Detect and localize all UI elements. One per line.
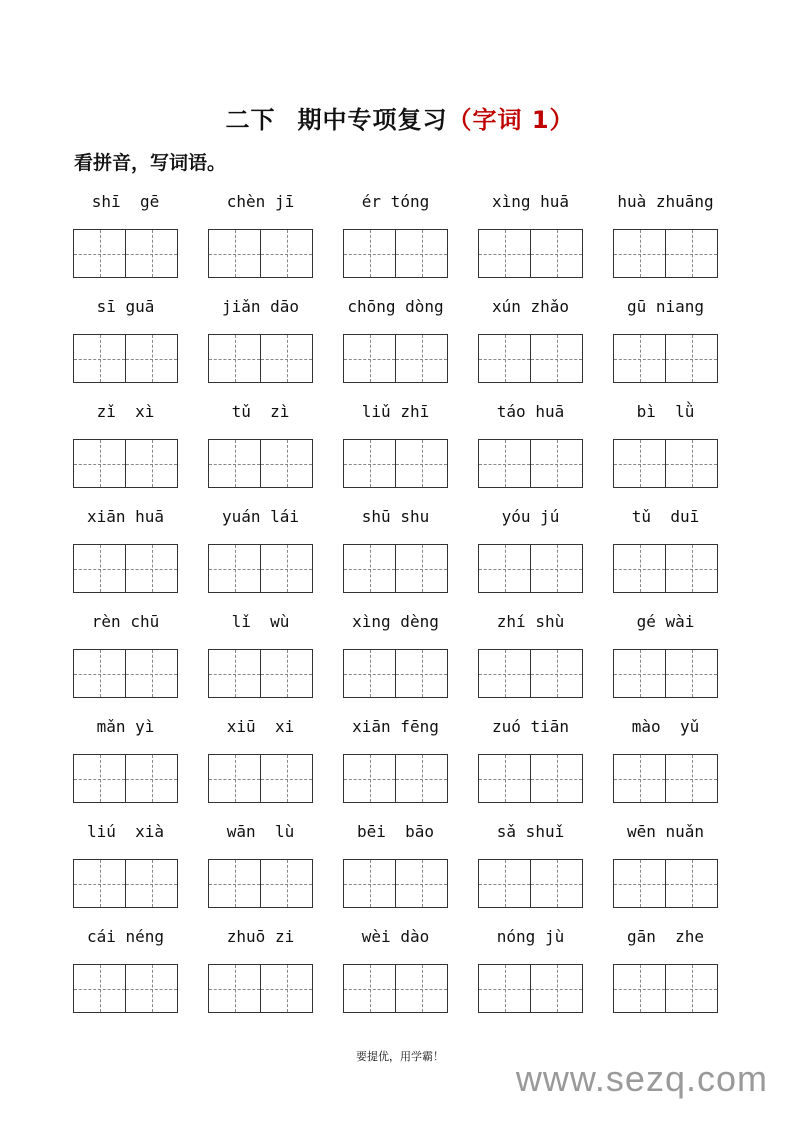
tian-zi-ge-box[interactable] — [613, 649, 666, 698]
pinyin-label: huà zhuāng — [617, 192, 714, 211]
pinyin-label: jiǎn dāo — [221, 297, 300, 316]
tian-zi-ge-box[interactable] — [478, 544, 531, 593]
pinyin-label: táo huā — [496, 402, 565, 421]
pinyin-label: xiān huā — [86, 507, 165, 526]
exercise-item — [73, 295, 178, 382]
pinyin-label: mào yǔ — [631, 717, 700, 736]
tian-zi-ge-box[interactable] — [261, 229, 313, 278]
tian-zi-ge-box[interactable] — [613, 859, 666, 908]
pinyin-label: shū shu — [361, 507, 430, 526]
writing-boxes — [73, 859, 178, 907]
page-title — [0, 100, 800, 135]
tian-zi-ge-box[interactable] — [126, 859, 178, 908]
pinyin-label: cái néng — [86, 927, 165, 946]
tian-zi-ge-box[interactable] — [261, 439, 313, 488]
tian-zi-ge-box[interactable] — [531, 229, 583, 278]
tian-zi-ge-box[interactable] — [396, 544, 448, 593]
exercise-grid — [73, 190, 718, 1012]
exercise-item — [208, 190, 313, 277]
writing-boxes — [478, 964, 583, 1012]
writing-boxes — [343, 964, 448, 1012]
pinyin-label: bì lǜ — [636, 402, 695, 421]
writing-boxes — [478, 229, 583, 277]
writing-boxes — [73, 754, 178, 802]
exercise-item — [478, 505, 583, 592]
writing-boxes — [478, 754, 583, 802]
tian-zi-ge-box[interactable] — [73, 229, 126, 278]
tian-zi-ge-box[interactable] — [531, 859, 583, 908]
writing-boxes — [73, 544, 178, 592]
writing-boxes — [73, 649, 178, 697]
writing-boxes — [208, 649, 313, 697]
pinyin-label: yóu jú — [501, 507, 560, 526]
tian-zi-ge-box[interactable] — [478, 649, 531, 698]
tian-zi-ge-box[interactable] — [73, 649, 126, 698]
tian-zi-ge-box[interactable] — [261, 334, 313, 383]
writing-boxes — [613, 439, 718, 487]
exercise-item — [478, 715, 583, 802]
tian-zi-ge-box[interactable] — [613, 754, 666, 803]
tian-zi-ge-box[interactable] — [396, 754, 448, 803]
exercise-item — [343, 295, 448, 382]
tian-zi-ge-box[interactable] — [666, 229, 718, 278]
tian-zi-ge-box[interactable] — [666, 439, 718, 488]
pinyin-label: sī guā — [96, 297, 155, 316]
exercise-item — [208, 610, 313, 697]
writing-boxes — [343, 649, 448, 697]
writing-boxes — [478, 334, 583, 382]
tian-zi-ge-box[interactable] — [531, 439, 583, 488]
exercise-item — [208, 295, 313, 382]
tian-zi-ge-box[interactable] — [396, 649, 448, 698]
writing-boxes — [343, 859, 448, 907]
title-grade: 二下 — [225, 106, 276, 134]
writing-boxes — [73, 964, 178, 1012]
writing-boxes — [478, 544, 583, 592]
pinyin-label: gān zhe — [626, 927, 705, 946]
tian-zi-ge-box[interactable] — [666, 859, 718, 908]
tian-zi-ge-box[interactable] — [208, 859, 261, 908]
exercise-item — [73, 610, 178, 697]
pinyin-label: rèn chū — [91, 612, 160, 631]
exercise-item — [478, 820, 583, 907]
tian-zi-ge-box[interactable] — [396, 859, 448, 908]
exercise-item — [613, 400, 718, 487]
writing-boxes — [73, 334, 178, 382]
tian-zi-ge-box[interactable] — [343, 334, 396, 383]
pinyin-label: mǎn yì — [96, 717, 155, 736]
tian-zi-ge-box[interactable] — [666, 649, 718, 698]
writing-boxes — [613, 964, 718, 1012]
tian-zi-ge-box[interactable] — [126, 229, 178, 278]
exercise-item — [478, 190, 583, 277]
pinyin-label: sǎ shuǐ — [496, 822, 565, 841]
tian-zi-ge-box[interactable] — [261, 649, 313, 698]
exercise-item — [613, 190, 718, 277]
pinyin-label: bēi bāo — [356, 822, 435, 841]
tian-zi-ge-box[interactable] — [343, 229, 396, 278]
tian-zi-ge-box[interactable] — [208, 649, 261, 698]
tian-zi-ge-box[interactable] — [396, 334, 448, 383]
tian-zi-ge-box[interactable] — [478, 334, 531, 383]
exercise-item — [73, 925, 178, 1012]
pinyin-label: chōng dòng — [347, 297, 444, 316]
writing-boxes — [73, 439, 178, 487]
pinyin-label: nóng jù — [496, 927, 565, 946]
tian-zi-ge-box[interactable] — [261, 964, 313, 1013]
tian-zi-ge-box[interactable] — [343, 544, 396, 593]
exercise-item — [343, 610, 448, 697]
tian-zi-ge-box[interactable] — [126, 964, 178, 1013]
tian-zi-ge-box[interactable] — [343, 859, 396, 908]
writing-boxes — [613, 334, 718, 382]
pinyin-label: zǐ xì — [96, 402, 155, 421]
tian-zi-ge-box[interactable] — [396, 439, 448, 488]
tian-zi-ge-box[interactable] — [531, 964, 583, 1013]
watermark: www.sezq.com — [515, 1058, 768, 1099]
exercise-item — [478, 400, 583, 487]
exercise-item — [478, 610, 583, 697]
writing-boxes — [343, 754, 448, 802]
pinyin-label: lǐ wù — [231, 612, 290, 631]
pinyin-label: liǔ zhī — [361, 402, 430, 421]
exercise-item — [343, 925, 448, 1012]
tian-zi-ge-box[interactable] — [261, 544, 313, 593]
writing-boxes — [613, 754, 718, 802]
writing-boxes — [343, 544, 448, 592]
tian-zi-ge-box[interactable] — [396, 964, 448, 1013]
tian-zi-ge-box[interactable] — [666, 544, 718, 593]
writing-boxes — [208, 544, 313, 592]
writing-boxes — [613, 859, 718, 907]
tian-zi-ge-box[interactable] — [208, 439, 261, 488]
pinyin-label: zhuō zi — [226, 927, 295, 946]
instruction-text: 看拼音，写词语。 — [74, 152, 227, 174]
exercise-item — [343, 400, 448, 487]
tian-zi-ge-box[interactable] — [613, 964, 666, 1013]
tian-zi-ge-box[interactable] — [666, 964, 718, 1013]
pinyin-label: liú xià — [86, 822, 165, 841]
pinyin-label: wān lù — [226, 822, 295, 841]
exercise-item — [73, 715, 178, 802]
title-accent: （字词 1） — [447, 106, 575, 134]
tian-zi-ge-box[interactable] — [73, 754, 126, 803]
writing-boxes — [478, 859, 583, 907]
exercise-item — [208, 400, 313, 487]
tian-zi-ge-box[interactable] — [73, 964, 126, 1013]
tian-zi-ge-box[interactable] — [613, 439, 666, 488]
pinyin-label: xún zhǎo — [491, 297, 570, 316]
writing-boxes — [208, 439, 313, 487]
tian-zi-ge-box[interactable] — [478, 754, 531, 803]
writing-boxes — [208, 859, 313, 907]
tian-zi-ge-box[interactable] — [126, 544, 178, 593]
exercise-item — [343, 715, 448, 802]
pinyin-label: shī gē — [91, 192, 160, 211]
tian-zi-ge-box[interactable] — [343, 754, 396, 803]
exercise-item — [613, 925, 718, 1012]
exercise-item — [208, 505, 313, 592]
tian-zi-ge-box[interactable] — [261, 859, 313, 908]
exercise-item — [613, 715, 718, 802]
pinyin-label: xiān fēng — [352, 717, 439, 736]
tian-zi-ge-box[interactable] — [478, 859, 531, 908]
writing-boxes — [208, 334, 313, 382]
pinyin-label: xìng huā — [491, 192, 570, 211]
exercise-item — [613, 820, 718, 907]
pinyin-label: chèn jī — [226, 192, 295, 211]
exercise-item — [613, 505, 718, 592]
tian-zi-ge-box[interactable] — [73, 544, 126, 593]
tian-zi-ge-box[interactable] — [73, 334, 126, 383]
exercise-item — [478, 925, 583, 1012]
tian-zi-ge-box[interactable] — [126, 334, 178, 383]
writing-boxes — [343, 334, 448, 382]
tian-zi-ge-box[interactable] — [478, 439, 531, 488]
pinyin-label: xìng dèng — [352, 612, 439, 631]
tian-zi-ge-box[interactable] — [478, 229, 531, 278]
footer-slogan: 要提优，用学霸！ — [356, 1050, 444, 1063]
tian-zi-ge-box[interactable] — [343, 964, 396, 1013]
pinyin-label: gé wài — [636, 612, 695, 631]
exercise-item — [73, 505, 178, 592]
tian-zi-ge-box[interactable] — [666, 334, 718, 383]
tian-zi-ge-box[interactable] — [208, 229, 261, 278]
tian-zi-ge-box[interactable] — [126, 439, 178, 488]
tian-zi-ge-box[interactable] — [396, 229, 448, 278]
tian-zi-ge-box[interactable] — [531, 544, 583, 593]
exercise-item — [208, 925, 313, 1012]
writing-boxes — [613, 649, 718, 697]
title-subject: 期中专项复习 — [297, 106, 448, 134]
writing-boxes — [343, 439, 448, 487]
exercise-item — [343, 505, 448, 592]
exercise-item — [73, 190, 178, 277]
pinyin-label: ér tóng — [361, 192, 430, 211]
writing-boxes — [73, 229, 178, 277]
tian-zi-ge-box[interactable] — [208, 754, 261, 803]
pinyin-label: zuó tiān — [491, 717, 570, 736]
exercise-item — [208, 715, 313, 802]
tian-zi-ge-box[interactable] — [126, 754, 178, 803]
exercise-item — [208, 820, 313, 907]
tian-zi-ge-box[interactable] — [208, 964, 261, 1013]
exercise-item — [613, 295, 718, 382]
pinyin-label: zhí shù — [496, 612, 565, 631]
pinyin-label: wēn nuǎn — [626, 822, 705, 841]
tian-zi-ge-box[interactable] — [531, 334, 583, 383]
tian-zi-ge-box[interactable] — [73, 859, 126, 908]
exercise-item — [478, 295, 583, 382]
pinyin-label: yuán lái — [221, 507, 300, 526]
writing-boxes — [478, 649, 583, 697]
tian-zi-ge-box[interactable] — [531, 754, 583, 803]
tian-zi-ge-box[interactable] — [613, 229, 666, 278]
tian-zi-ge-box[interactable] — [73, 439, 126, 488]
tian-zi-ge-box[interactable] — [261, 754, 313, 803]
pinyin-label: gū niang — [626, 297, 705, 316]
writing-boxes — [208, 964, 313, 1012]
tian-zi-ge-box[interactable] — [478, 964, 531, 1013]
tian-zi-ge-box[interactable] — [343, 439, 396, 488]
tian-zi-ge-box[interactable] — [126, 649, 178, 698]
pinyin-label: tǔ duī — [631, 507, 700, 526]
tian-zi-ge-box[interactable] — [613, 334, 666, 383]
writing-boxes — [208, 229, 313, 277]
pinyin-label: tǔ zì — [231, 402, 290, 421]
exercise-item — [343, 190, 448, 277]
pinyin-label: xiū xi — [226, 717, 295, 736]
tian-zi-ge-box[interactable] — [531, 649, 583, 698]
writing-boxes — [478, 439, 583, 487]
tian-zi-ge-box[interactable] — [666, 754, 718, 803]
tian-zi-ge-box[interactable] — [613, 544, 666, 593]
tian-zi-ge-box[interactable] — [208, 334, 261, 383]
exercise-item — [73, 400, 178, 487]
writing-boxes — [613, 229, 718, 277]
exercise-item — [73, 820, 178, 907]
writing-boxes — [613, 544, 718, 592]
exercise-item — [613, 610, 718, 697]
tian-zi-ge-box[interactable] — [343, 649, 396, 698]
writing-boxes — [343, 229, 448, 277]
writing-boxes — [208, 754, 313, 802]
exercise-item — [343, 820, 448, 907]
tian-zi-ge-box[interactable] — [208, 544, 261, 593]
pinyin-label: wèi dào — [361, 927, 430, 946]
